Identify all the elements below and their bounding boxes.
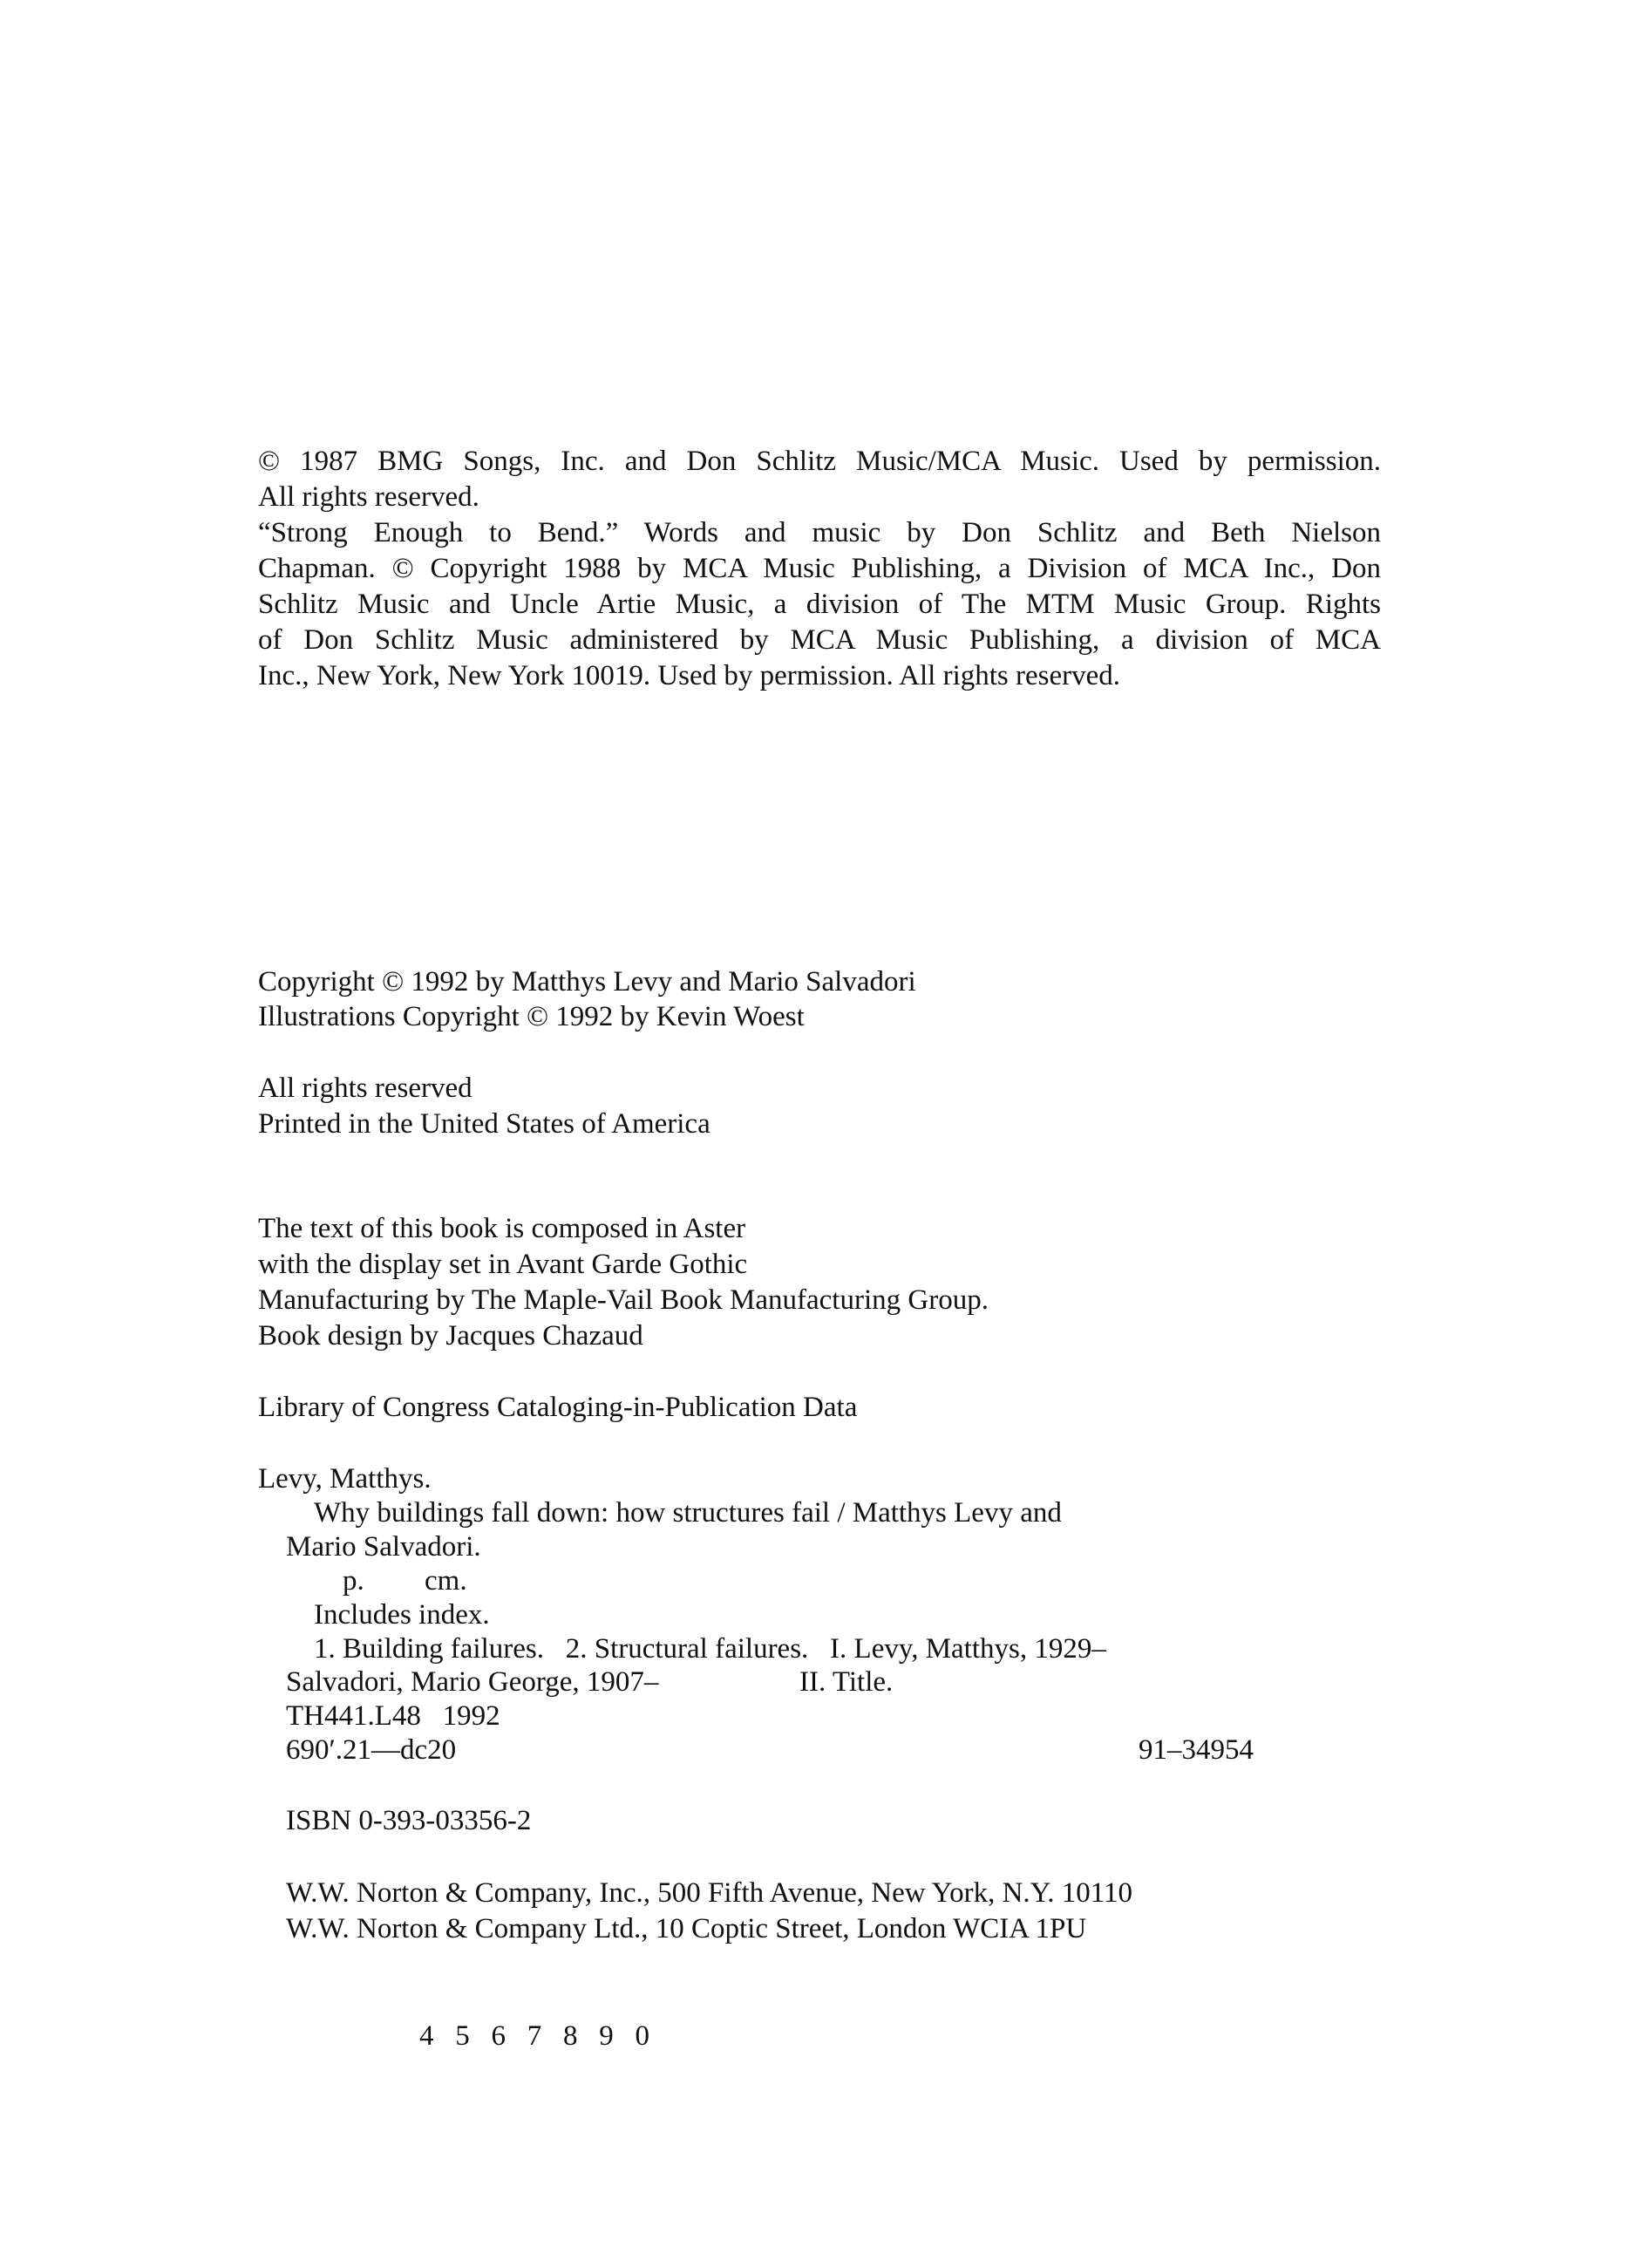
cip-index: Includes index. (314, 1599, 490, 1631)
cip-lccn: 91–34954 (1139, 1734, 1254, 1766)
manufacturing-note: Manufacturing by The Maple-Vail Book Manufacturing Group. (258, 1284, 989, 1316)
permission-line-5: Schlitz Music and Uncle Artie Music, a division of The MTM Music Group. Rights (258, 589, 1381, 620)
cip-title-line-2: Mario Salvadori. (286, 1531, 481, 1563)
cip-pages: p. (343, 1565, 364, 1597)
display-font-note: with the display set in Avant Garde Gothic (258, 1249, 748, 1280)
isbn: ISBN 0-393-03356-2 (286, 1805, 532, 1836)
printed-in: Printed in the United States of America (258, 1108, 710, 1140)
cip-title-line-1: Why buildings fall down: how structures fail / Matthys Levy and (314, 1497, 1062, 1529)
text-font-note: The text of this book is composed in Aster (258, 1213, 746, 1244)
design-note: Book design by Jacques Chazaud (258, 1320, 643, 1352)
permission-line-2: All rights reserved. (258, 481, 479, 513)
cip-call-number: TH441.L48 1992 (286, 1700, 500, 1732)
publisher-us: W.W. Norton & Company, Inc., 500 Fifth Avenue, New York, N.Y. 10110 (286, 1877, 1133, 1909)
text-copyright: Copyright © 1992 by Matthys Levy and Mario Salvadori (258, 966, 916, 998)
all-rights-reserved: All rights reserved (258, 1073, 472, 1104)
cip-author: Levy, Matthys. (258, 1463, 432, 1495)
permission-line-4: Chapman. © Copyright 1988 by MCA Music Publishing, a Division of MCA Inc., Don (258, 553, 1381, 584)
cip-subjects-line-2b: II. Title. (799, 1666, 894, 1698)
printing-line: 4 5 6 7 8 9 0 (419, 2020, 649, 2052)
permission-line-1: © 1987 BMG Songs, Inc. and Don Schlitz Music/MCA Music. Used by permission. (258, 446, 1381, 477)
permission-line-7: Inc., New York, New York 10019. Used by permission. All rights reserved. (258, 660, 1121, 691)
permission-line-6: of Don Schlitz Music administered by MCA Music Publishing, a division of MCA (258, 624, 1381, 656)
permission-line-3: “Strong Enough to Bend.” Words and music by Don Schlitz and Beth Nielson (258, 517, 1381, 548)
publisher-uk: W.W. Norton & Company Ltd., 10 Coptic Street, London WCIA 1PU (286, 1913, 1087, 1944)
cip-heading: Library of Congress Cataloging-in-Publication Data (258, 1392, 858, 1423)
cip-subjects-line-1: 1. Building failures. 2. Structural failures. I. Levy, Matthys, 1929– (314, 1633, 1106, 1665)
cip-subjects-line-2a: Salvadori, Mario George, 1907– (286, 1666, 659, 1698)
cip-cm: cm. (425, 1565, 467, 1597)
illustrations-copyright: Illustrations Copyright © 1992 by Kevin Woest (258, 1001, 805, 1032)
cip-dewey: 690′.21—dc20 (286, 1734, 457, 1766)
